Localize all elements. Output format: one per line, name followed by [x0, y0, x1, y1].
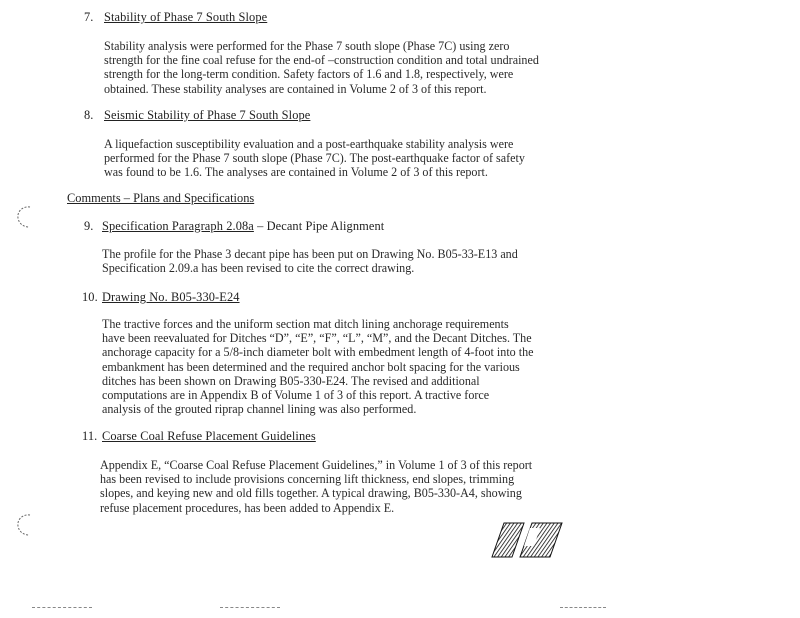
item-10-heading — [82, 290, 240, 305]
paragraph-line: refuse placement procedures, has been added to Appendix E. — [100, 500, 395, 515]
section-heading: Comments – Plans and Specifications — [67, 191, 255, 205]
item-number: 11. — [82, 429, 98, 443]
paragraph-line: performed for the Phase 7 south slope (Phase 7C). The post-earthquake factor of safety — [104, 151, 525, 166]
item-11-paragraph — [100, 458, 532, 515]
paragraph-line: The profile for the Phase 3 decant pipe has been put on Drawing No. B05-33-E13 and — [102, 247, 518, 261]
item-number: 7. — [84, 10, 94, 24]
item-title: Drawing No. B05-330-E24 — [102, 290, 240, 304]
item-number: 10. — [82, 290, 98, 304]
paragraph-line: obtained. These stability analyses are contained in Volume 2 of 3 of this report. — [104, 81, 487, 96]
item-number: 8. — [84, 108, 94, 122]
stamp-mark — [490, 520, 566, 560]
paragraph-line: Stability analysis were performed for the Phase 7 south slope (Phase 7C) using zero — [104, 39, 510, 53]
item-title-rest: – Decant Pipe Alignment — [253, 219, 385, 233]
item-number: 9. — [84, 219, 94, 233]
paragraph-line: The tractive forces and the uniform section mat ditch lining anchorage requirements — [102, 317, 509, 331]
paragraph-line: Appendix E, “Coarse Coal Refuse Placement Guidelines,” in Volume 1 of 3 of this report — [100, 458, 533, 472]
item-7-heading — [84, 10, 267, 25]
footer-rule-left — [32, 607, 92, 608]
footer-rule-center — [220, 607, 280, 608]
item-9-paragraph — [102, 247, 518, 275]
paragraph-line: Specification 2.09.a has been revised to cite the correct drawing. — [102, 261, 415, 276]
punch-hole-mark-lower — [14, 512, 38, 538]
paragraph-line: ditches has been shown on Drawing B05-330-E24. The revised and additional — [102, 373, 480, 388]
paragraph-line: computations are in Appendix B of Volume 1 of 3 of this report. A tractive force — [102, 388, 490, 403]
paragraph-line: strength for the long-term condition. Safety factors of 1.6 and 1.8, respectively, were — [104, 67, 514, 82]
item-9-heading — [84, 219, 384, 234]
item-7-paragraph — [104, 39, 539, 96]
paragraph-line: analysis of the grouted riprap channel lining was also performed. — [102, 402, 417, 417]
item-10-paragraph — [102, 317, 534, 416]
item-8-paragraph — [104, 137, 525, 180]
paragraph-line: strength for the fine coal refuse for the end-of –construction condition and total undrained — [104, 53, 539, 68]
item-title: Specification Paragraph 2.08a — [102, 219, 254, 233]
paragraph-line: have been reevaluated for Ditches “D”, “E”, “F”, “L”, “M”, and the Decant Ditches. The — [102, 331, 532, 346]
item-title: Stability of Phase 7 South Slope — [104, 10, 268, 24]
paragraph-line: slopes, and keying new and old fills together. A typical drawing, B05-330-A4, showing — [100, 486, 522, 501]
item-8-heading — [84, 108, 310, 123]
paragraph-line: embankment has been determined and the required anchor bolt spacing for the various — [102, 359, 520, 374]
item-11-heading — [82, 429, 316, 444]
paragraph-line: was found to be 1.6. The analyses are contained in Volume 2 of 3 of this report. — [104, 165, 488, 180]
item-title: Coarse Coal Refuse Placement Guidelines — [102, 429, 316, 443]
paragraph-line: A liquefaction susceptibility evaluation and a post-earthquake stability analysis were — [104, 137, 514, 151]
item-title: Seismic Stability of Phase 7 South Slope — [104, 108, 311, 122]
paragraph-line: anchorage capacity for a 5/8-inch diameter bolt with embedment length of 4-foot into the — [102, 345, 534, 360]
footer-rule-right — [560, 607, 606, 608]
paragraph-line: has been revised to include provisions concerning lift thickness, end slopes, trimming — [100, 472, 515, 487]
punch-hole-mark-upper — [14, 204, 38, 230]
